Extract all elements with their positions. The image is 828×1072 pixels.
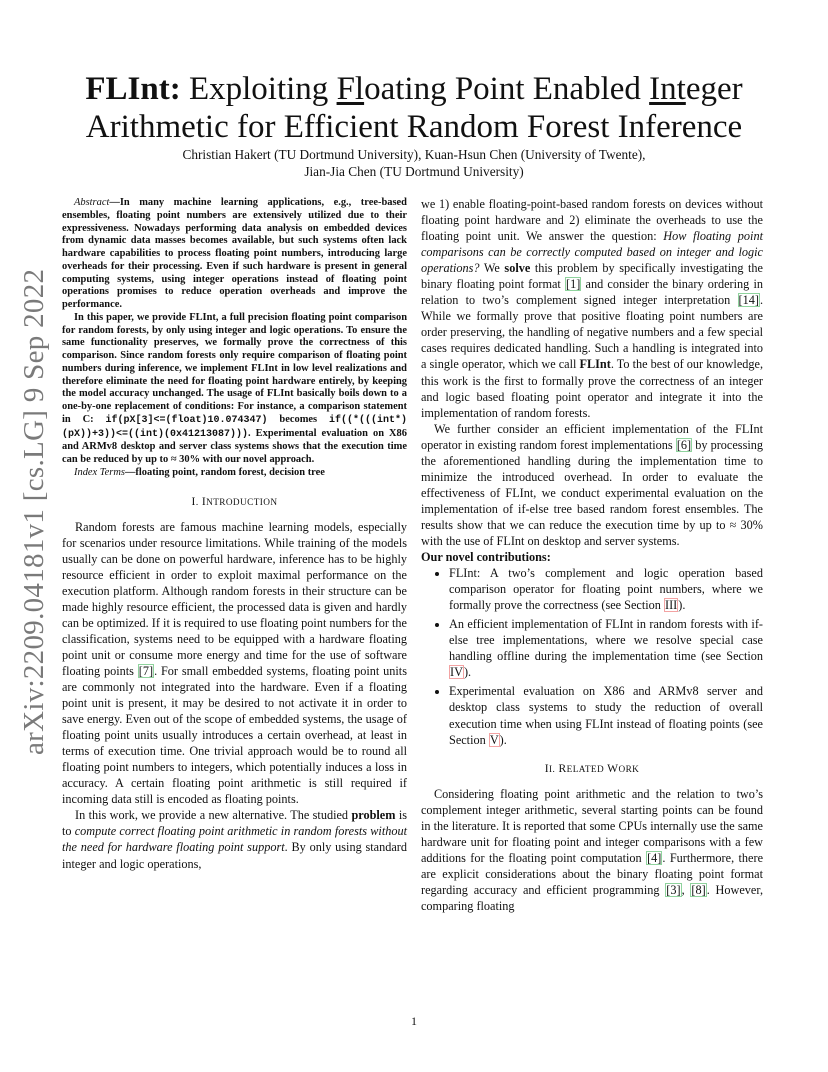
- section-heading-related-work: II. RELATED WORK: [544, 761, 640, 775]
- body-text: . To the best of our knowledge, this work is the first to formally prove the correctness of an integer and logic based floating point operator and integrate it into the implementation of random forests.: [421, 357, 764, 420]
- body-paragraph: [421, 196, 763, 421]
- page-number: 1: [411, 1014, 417, 1028]
- citation-link[interactable]: [1]: [566, 277, 581, 292]
- contributions-heading: Our novel contributions:: [421, 550, 551, 565]
- abstract-text: becomes: [267, 413, 329, 425]
- body-text: . Furthermore, there are explicit considerations about the binary floating point format regarding accuracy and efficient programming: [421, 850, 764, 897]
- contributions-list: [421, 565, 763, 748]
- arxiv-identifier-text: arXiv:2209.04181v1 [cs.LG] 9 Sep 2022: [18, 268, 50, 755]
- code-snippet-int: if((*(((int*)(pX))+3))<=((int)(0x41213087))): [62, 414, 407, 440]
- body-paragraph: [62, 519, 407, 808]
- citation-link[interactable]: [14]: [738, 293, 759, 308]
- left-column: [62, 197, 407, 872]
- title-underlined-fl: Fl: [336, 71, 365, 107]
- index-terms: [62, 467, 407, 480]
- list-text: ).: [678, 598, 686, 613]
- section-link[interactable]: IV: [450, 665, 463, 680]
- body-text: In this work, we provide a new alternative. The studied: [75, 808, 352, 823]
- abstract-paragraph-2: [62, 312, 407, 467]
- section-link[interactable]: III: [664, 598, 678, 613]
- abstract: [62, 197, 407, 480]
- section-link[interactable]: V: [489, 732, 499, 747]
- abstract-text: —In many machine learning applications, e.g., tree-based ensembles, floating point numbers are extensively utilized due to their expressiveness. Nowadays performing data analysis on embedded devices from dynamic data masses becomes available, but such systems often lack hardware capabilities to process floating point numbers, introducing large overheads for their processing. Even if such hardware is present in general computing systems, using integer operations instead of floating point operations promises to reduce operation overheads and improve the performance.: [62, 197, 407, 310]
- author-list: [80, 146, 748, 180]
- body-text: Considering floating point arithmetic and the relation to two’s complement integer arithmetic, several starting points can be found in the literature. It is reported that some CPUs internally use the same hardware unit for floating point and integer comparisons with a few additions for the floating point computation: [421, 786, 763, 865]
- body-text: . By only using standard integer and logic operations,: [62, 840, 407, 871]
- body-text: we 1) enable floating-point-based random forests on devices without floating point hardware and 2) eliminate the overheads to use the floating point unit. We answer the question:: [421, 197, 763, 244]
- index-terms-label: Index Terms: [74, 466, 125, 478]
- body-text: . While we formally prove that positive floating point numbers are order preserving, the handling of negative numbers and a few special cases requires dedicated handling. Such a handling is integrated into a single operator, which we call: [421, 293, 763, 372]
- paper-title: [60, 70, 768, 146]
- introduction-body: [62, 519, 407, 872]
- body-paragraph: [421, 421, 763, 549]
- abstract-text: . Experimental evaluation on X86 and ARMv8 desktop and server class systems shows that the execution time can be reduced by up to ≈ 30% with our novel approach.: [62, 427, 407, 465]
- body-text: . However, comparing floating: [421, 882, 764, 913]
- citation-link[interactable]: [3]: [666, 882, 681, 897]
- title-bold-prefix: FLInt:: [85, 71, 181, 107]
- body-text: this problem by specifically investigating the binary floating point format: [421, 261, 763, 292]
- code-snippet-float: if(pX[3]<=(float)10.074347): [105, 414, 268, 426]
- section-heading-introduction: I. INTRODUCTION: [191, 494, 278, 508]
- contribution-item: [449, 565, 763, 613]
- title-underlined-int: Int: [649, 71, 686, 107]
- contribution-item: [449, 616, 763, 680]
- body-text: and consider the binary ordering in relation to two’s complement signed integer interpretation: [421, 277, 763, 308]
- abstract-paragraph-1: [62, 197, 407, 312]
- body-paragraph: [62, 807, 407, 871]
- title-segment: oating Point Enabled: [364, 71, 650, 107]
- authors-line-1: Christian Hakert (TU Dortmund University), Kuan-Hsun Chen (University of Twente),: [182, 147, 646, 162]
- body-text: Random forests are famous machine learning models, especially for scenarios under resource limitations. While training of the models usually can be done on powerful hardware, inference has to be highly resource efficient in order to exploit maximal performance on the execution platform. Although random forests in their structure can be made highly resource efficient, the processed data is given and hardly can be optimized. If it is required to use floating point numbers for the classification, systems need to be equipped with a hardware floating point unit or consume more energy and time for the use of software floating points: [62, 519, 407, 678]
- body-paragraph: [421, 786, 763, 914]
- body-emphasis: problem: [351, 808, 396, 823]
- citation-link[interactable]: [7]: [138, 663, 154, 678]
- abstract-text: In this paper, we provide FLInt, a full precision floating point comparison for random forests, by only using integer and logic operations. To ensure the same functionality preserves, we formally prove the correctness of this comparison. Since random forests only require comparison of floating point numbers during inference, we implement FLInt in low level realizations and therefore eliminate the need for floating point hardware entirely, by keeping the model accuracy unchanged. The usage of FLInt basically boils down to a one-by-one replacement of conditions: For instance, a comparison statement in C:: [62, 311, 407, 425]
- title-line-2: Arithmetic for Efficient Random Forest Inference: [85, 109, 743, 145]
- body-text: ,: [681, 882, 691, 897]
- body-emphasis: FLInt: [579, 357, 611, 372]
- body-text: is to: [62, 808, 408, 839]
- citation-link[interactable]: [4]: [647, 850, 662, 865]
- abstract-label: Abstract: [74, 197, 110, 208]
- list-text: ).: [499, 732, 507, 747]
- body-emphasis: solve: [504, 261, 531, 276]
- contribution-item: [449, 683, 763, 747]
- list-text: ).: [463, 665, 472, 680]
- title-segment: eger: [685, 71, 743, 107]
- body-text: We further consider an efficient implementation of the FLInt operator in existing random forest implementations: [421, 421, 763, 452]
- body-text: We: [479, 261, 505, 276]
- index-terms-text: —floating point, random forest, decision tree: [124, 466, 325, 478]
- arxiv-identifier-stamp: [18, 268, 50, 756]
- list-text: Experimental evaluation on X86 and ARMv8 server and desktop class systems to study the reduction of overall execution time when using FLInt instead of floating points (see Section: [449, 684, 763, 747]
- list-text: FLInt: A two’s complement and logic operation based comparison operator for floating point numbers, where we formally prove the correctness (see Section: [449, 566, 763, 613]
- body-text: by processing the aforementioned handling during the implementation time to minimize the introduced overhead. In order to evaluate the effectiveness of FLInt, we conduct experimental evaluation on the implementation of if-else tree based random forest ensembles. The results show that we can reduce the execution time by up to ≈ 30% with the use of FLInt on desktop and server systems.: [421, 437, 763, 548]
- title-segment: Exploiting: [180, 71, 337, 107]
- body-text: . For small embedded systems, floating point units are commonly not integrated into the hardware. Even if a floating point unit is present, it may be desired to not activate it in order to save energy. Even out of the scope of embedded systems, the usage of floating point units usually introduces a certain overhead, at least in terms of execution time. One trivial approach would be to round all floating point numbers to integers, which potentially induces a loss in accuracy. A certain floating point arithmetic is still required if incoming data still is encoded as floating points.: [62, 663, 407, 807]
- list-text: An efficient implementation of FLInt in random forests with if-else tree implementations, where we resolve special case handling offline during the implementation time (see Section: [449, 617, 763, 664]
- authors-line-2: Jian-Jia Chen (TU Dortmund University): [304, 164, 524, 179]
- body-italic: compute correct floating point arithmetic in random forests without the need for hardware floating point support: [62, 824, 407, 855]
- research-question: How floating point comparisons can be correctly computed based on integer and logic operations?: [421, 229, 763, 276]
- right-column: [421, 196, 763, 914]
- citation-link[interactable]: [8]: [691, 882, 706, 897]
- citation-link[interactable]: [6]: [676, 437, 692, 452]
